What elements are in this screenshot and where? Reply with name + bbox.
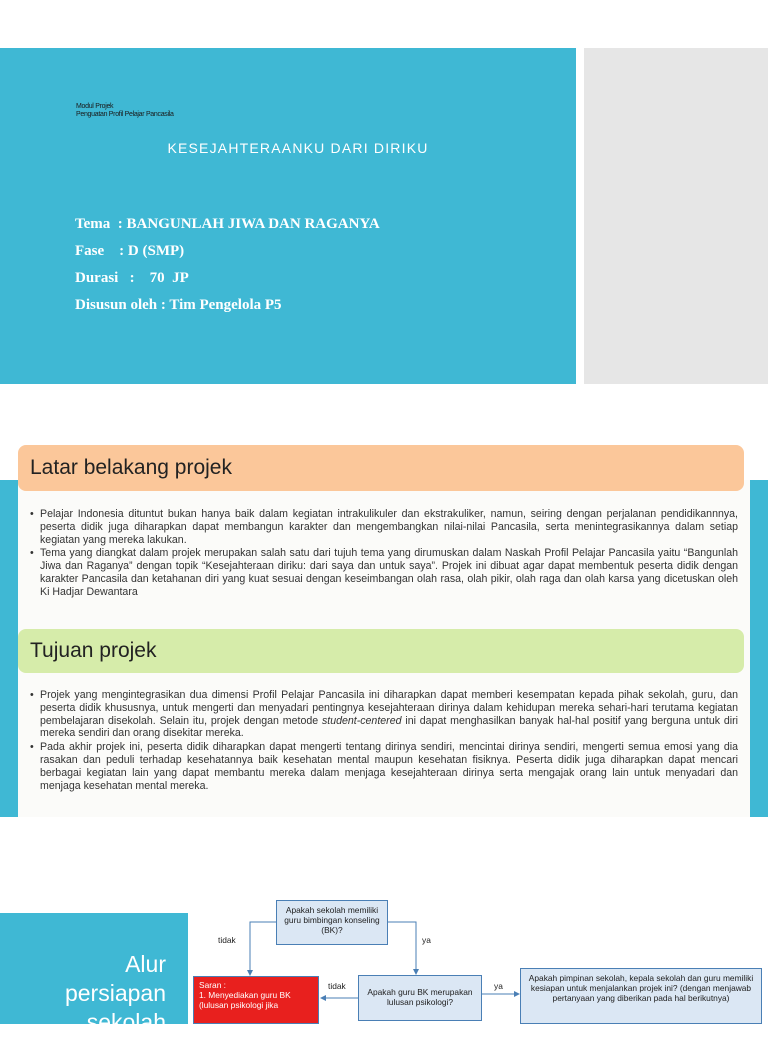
connector-yes-1 [388, 922, 416, 974]
section-header-goals: Tujuan projek [18, 629, 744, 673]
label-no: tidak [218, 935, 236, 945]
slide-title: KESEJAHTERAANKU DARI DIRIKU [167, 140, 429, 156]
flow-title: Alur persiapan sekolah [64, 951, 166, 1035]
meta-theme: Tema : BANGUNLAH JIWA DAN RAGANYA [75, 216, 380, 232]
label-no: tidak [328, 981, 346, 991]
module-label: Modul Projek Penguatan Profil Pelajar Pancasila [76, 103, 174, 118]
list-item: • Projek yang mengintegrasikan dua dimensi Profil Pelajar Pancasila ini diharapkan dapat memberi kesempatan kepada pihak sekolah, guru, dan peserta didik khususnya, untuk mengerti dan menyadari pentingnya kesejahteraan dirinya dalam kehidupan mereka sehari-hari terutama kegiatan pembelajaran disekolah. Selain itu, projek dengan metode student-centered ini dapat menghasilkan banyak hal-hal positif yang berguna untuk diri mereka sendiri dan orang disekitar mereka. [30, 689, 738, 740]
flow-question-psikologi: Apakah guru BK merupakan lulusan psikologi? [358, 975, 482, 1021]
label-yes: ya [494, 981, 503, 991]
connector-no-1 [250, 922, 276, 975]
meta-phase: Fase : D (SMP) [75, 243, 185, 259]
meta-duration: Durasi : 70 JP [75, 270, 189, 286]
label-yes: ya [422, 935, 431, 945]
flow-question-bk: Apakah sekolah memiliki guru bimbingan konseling (BK)? [276, 900, 388, 945]
flow-question-readiness: Apakah pimpinan sekolah, kepala sekolah dan guru memiliki kesiapan untuk menjalankan projek ini? (dengan menjawab pertanyaan yang diberikan pada hal berikutnya) [520, 968, 762, 1024]
flow-suggestion-box: Saran : 1. Menyediakan guru BK (lulusan psikologi jika [193, 976, 319, 1024]
list-item: • Pelajar Indonesia dituntut bukan hanya baik dalam kegiatan intrakulikuler dan ekstrakuliker, namun, seiring dengan perjalanan pendidikannnya, peserta didik juga diharapkan dapat membangun karakter dan mengembangkan nilai-nilai Pancasila, serta menintegrasikannya dalam setiap kegiatan yang mereka lakukan. [30, 508, 738, 546]
section-header-background: Latar belakang projek [18, 445, 744, 491]
list-item: • Pada akhir projek ini, peserta didik diharapkan dapat mengerti tentang dirinya sendiri, mencintai dirinya sendiri, mengerti semua emosi yang dia rasakan dan peduli terhadap kesehatannya baik kesehatan mental maupun kesehatan fisiknya. Peserta didik juga diharapkan dapat mencari berbagai kegiatan lain yang dapat membantu mereka dalam menjaga kesejahteraan dirinya serta mengajak orang lain untuk menyadari dan menjaga kesehatan mental mereka. [30, 741, 738, 792]
meta-author: Disusun oleh : Tim Pengelola P5 [75, 297, 282, 313]
list-item: • Tema yang diangkat dalam projek merupakan salah satu dari tujuh tema yang dirumuskan dalam Naskah Profil Pelajar Pancasila yaitu “Bangunlah Jiwa dan Raganya” dengan topik “Kesejahteraan diriku: dari saya dan untuk saya”. Projek ini dibuat agar dapat membentuk peserta didik dengan karakter Pancasila dan ketahanan diri yang kuat sesuai dengan keseimbangan olah rasa, olah pikir, olah raga dan olah karsa yang dicetuskan oleh Ki Hadjar Dewantara [30, 547, 738, 598]
